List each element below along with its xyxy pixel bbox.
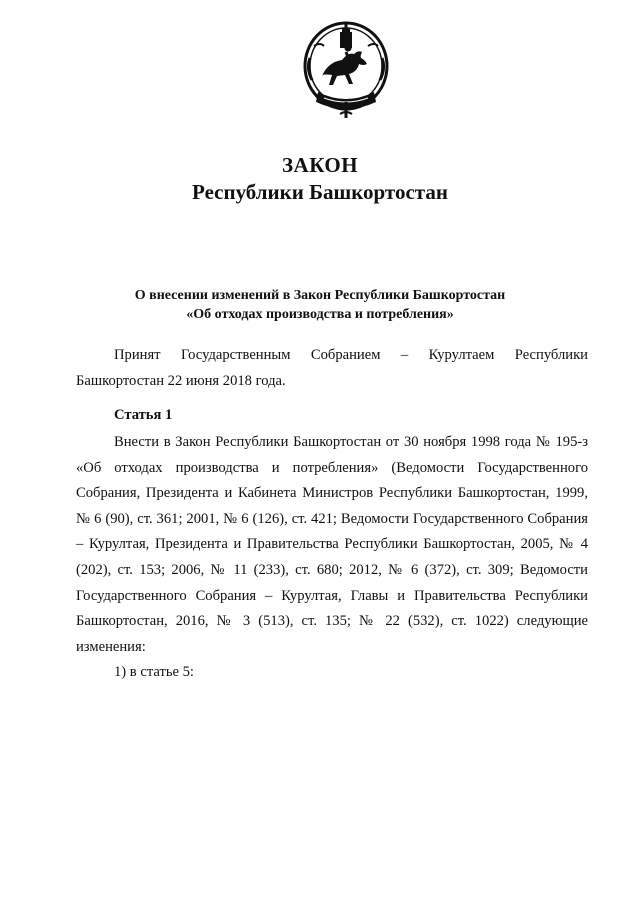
subtitle-line-2: «Об отходах производства и потребления»: [186, 307, 454, 322]
adoption-paragraph: Принят Государственным Собранием – Курултаем Республики Башкортостан 22 июня 2018 года.: [76, 347, 588, 389]
article-body-paragraph: Внести в Закон Республики Башкортостан от 30 ноября 1998 года № 195-з «Об отходах производства и потребления» (Ведомости Государственного Собрания, Президента и Кабинета Министров Республики Башкортостан, 1999, № 6 (90), ст. 361; 2001, № 6 (126), ст. 421; Ведомости Государственного Собрания – Курултая, Президента и Правительства Республики Башкортостан, 2005, № 4 (202), ст. 153; 2006, № 11 (233), ст. 680; 2012, № 6 (372), ст. 309; Ведомости Государственного Собрания – Курултая, Главы и Правительства Республики Башкортостан, 2016, № 3 (513), ст. 135; № 22 (532), ст. 1022) следующие изменения:: [76, 434, 588, 655]
subtitle-line-1: О внесении изменений в Закон Республики Башкортостан: [134, 288, 506, 303]
law-title: ЗАКОН: [281, 153, 359, 177]
list-item: 1) в статье 5:: [114, 664, 194, 680]
coat-of-arms-icon: [300, 18, 392, 122]
article-heading: Статья 1: [114, 407, 173, 423]
law-region-title: Республики Башкортостан: [192, 180, 448, 204]
